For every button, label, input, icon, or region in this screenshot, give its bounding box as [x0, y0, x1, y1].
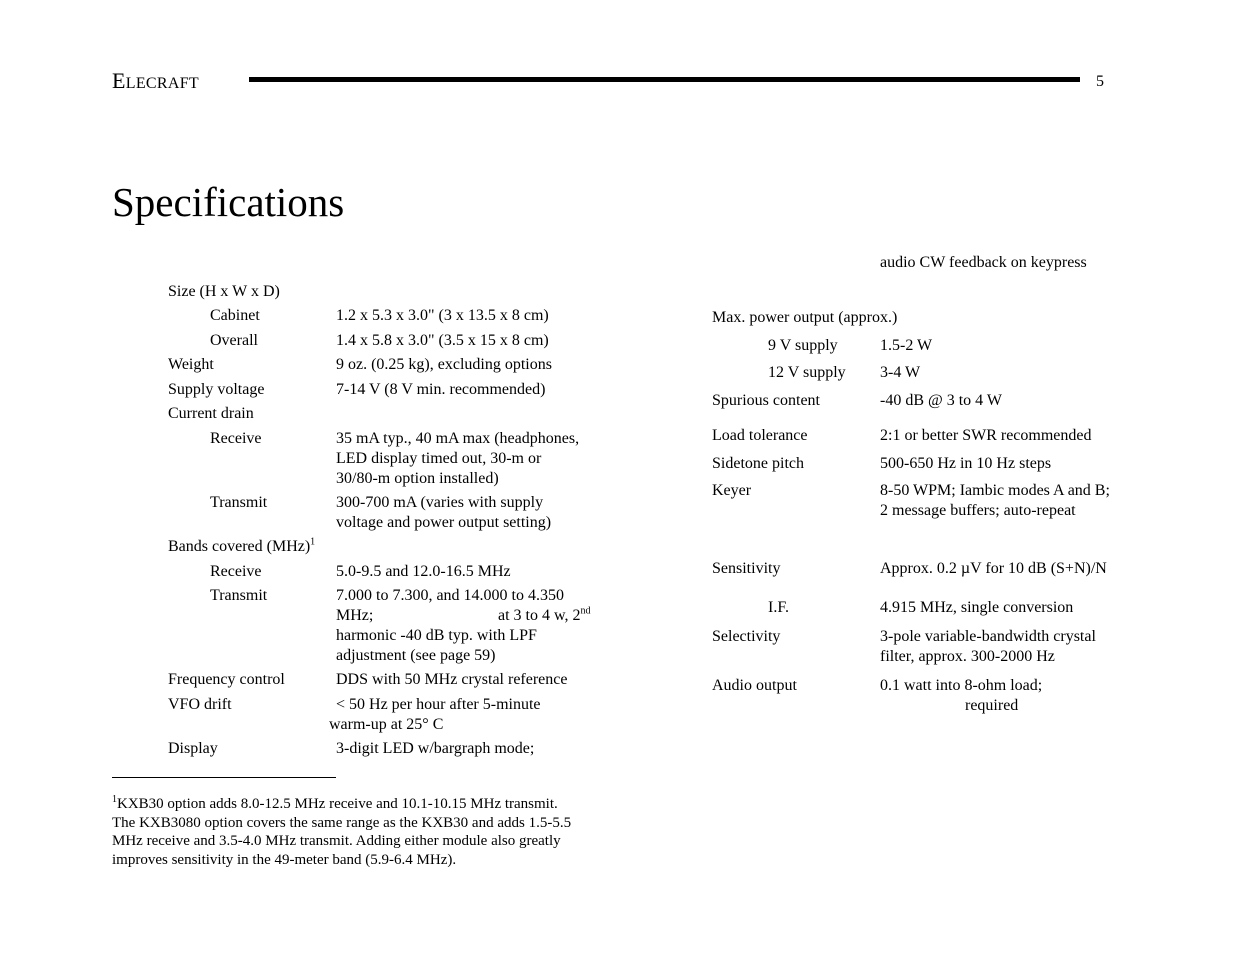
spec-value-vfo-2: warm-up at 25° C [329, 716, 444, 733]
spec-label-12v: 12 V supply [768, 364, 846, 381]
spec-label-overall: Overall [210, 332, 258, 349]
spec-value-selectivity-1: 3-pole variable-bandwidth crystal [880, 628, 1096, 645]
spec-value-sidetone: 500-650 Hz in 10 Hz steps [880, 455, 1052, 472]
footnote-line-1-text: KXB30 option adds 8.0-12.5 MHz receive and 10.1-10.15 MHz transmit. [117, 796, 558, 812]
spec-label-size: Size (H x W x D) [168, 283, 280, 300]
band-transmit-2b-text: at 3 to 4 w, 2 [498, 607, 581, 624]
spec-value-current-receive-3: 30/80-m option installed) [336, 470, 499, 487]
spec-label-frequency: Frequency control [168, 671, 285, 688]
spec-value-frequency: DDS with 50 MHz crystal reference [336, 671, 568, 688]
spec-value-audio-2: required [965, 697, 1019, 714]
spec-value-12v: 3-4 W [880, 364, 921, 381]
spec-label-current-transmit: Transmit [210, 494, 268, 511]
spec-value-cabinet: 1.2 x 5.3 x 3.0" (3 x 13.5 x 8 cm) [336, 307, 549, 324]
spec-value-display: 3-digit LED w/bargraph mode; [336, 740, 535, 757]
spec-value-display-continued: audio CW feedback on keypress [880, 254, 1087, 271]
spec-value-9v: 1.5-2 W [880, 337, 933, 354]
spec-label-sidetone: Sidetone pitch [712, 455, 804, 472]
brand-initial: E [112, 68, 126, 93]
footnote-line-4: improves sensitivity in the 49-meter band (5.9-6.4 MHz). [112, 852, 457, 868]
spec-value-current-receive-2: LED display timed out, 30-m or [336, 450, 542, 467]
header-brand [112, 68, 199, 94]
spec-value-supply: 7-14 V (8 V min. recommended) [336, 381, 546, 398]
spec-label-9v: 9 V supply [768, 337, 838, 354]
spec-value-keyer-1: 8-50 WPM; Iambic modes A and B; [880, 482, 1110, 499]
spec-value-band-receive: 5.0-9.5 and 12.0-16.5 MHz [336, 563, 511, 580]
spec-label-vfo: VFO drift [168, 696, 232, 713]
spec-label-keyer: Keyer [712, 482, 752, 499]
spec-value-keyer-2: 2 message buffers; auto-repeat [880, 502, 1076, 519]
spec-label-bands [168, 537, 315, 557]
spec-value-vfo-1: < 50 Hz per hour after 5-minute [336, 696, 541, 713]
spec-label-cabinet: Cabinet [210, 307, 260, 324]
spec-value-band-transmit-4: adjustment (see page 59) [336, 647, 496, 664]
spec-label-load: Load tolerance [712, 427, 808, 444]
footnote-line-1 [112, 795, 558, 813]
spec-value-selectivity-2: filter, approx. 300-2000 Hz [880, 648, 1055, 665]
footnote-line-3: MHz receive and 3.5-4.0 MHz transmit. Adding either module also greatly [112, 833, 561, 849]
spec-value-band-transmit-3: harmonic -40 dB typ. with LPF [336, 627, 537, 644]
spec-label-spurious: Spurious content [712, 392, 820, 409]
spec-label-band-receive: Receive [210, 563, 262, 580]
spec-value-sensitivity: Approx. 0.2 µV for 10 dB (S+N)/N [880, 560, 1107, 577]
header-rule [249, 77, 1080, 82]
spec-label-current-receive: Receive [210, 430, 262, 447]
spec-label-sensitivity: Sensitivity [712, 560, 781, 577]
footnote-line-2: The KXB3080 option covers the same range as the KXB30 and adds 1.5-5.5 [112, 815, 572, 831]
spec-value-load: 2:1 or better SWR recommended [880, 427, 1092, 444]
spec-value-audio-1: 0.1 watt into 8-ohm load; [880, 677, 1043, 694]
spec-label-power: Max. power output (approx.) [712, 309, 898, 326]
page-title: Specifications [112, 179, 345, 225]
ordinal-suffix: nd [580, 605, 591, 617]
spec-value-current-transmit-1: 300-700 mA (varies with supply [336, 494, 544, 511]
footnote-marker: 1 [112, 794, 117, 805]
spec-value-weight: 9 oz. (0.25 kg), excluding options [336, 356, 552, 373]
spec-value-if: 4.915 MHz, single conversion [880, 599, 1074, 616]
spec-label-supply: Supply voltage [168, 381, 265, 398]
footnote-ref: 1 [310, 536, 316, 548]
spec-label-if: I.F. [768, 599, 789, 616]
bands-label-text: Bands covered (MHz) [168, 538, 311, 555]
spec-value-spurious: -40 dB @ 3 to 4 W [880, 392, 1002, 409]
spec-value-band-transmit-2a: MHz; [336, 607, 374, 624]
spec-label-current: Current drain [168, 405, 254, 422]
spec-label-selectivity: Selectivity [712, 628, 781, 645]
spec-label-display: Display [168, 740, 218, 757]
page-number: 5 [1096, 73, 1104, 90]
spec-value-current-receive-1: 35 mA typ., 40 mA max (headphones, [336, 430, 580, 447]
spec-value-overall: 1.4 x 5.8 x 3.0" (3.5 x 15 x 8 cm) [336, 332, 549, 349]
brand-rest: LECRAFT [125, 75, 199, 92]
spec-label-weight: Weight [168, 356, 214, 373]
spec-label-audio: Audio output [712, 677, 797, 694]
spec-value-band-transmit-2b [498, 606, 591, 626]
spec-value-current-transmit-2: voltage and power output setting) [336, 514, 552, 531]
spec-value-band-transmit-1: 7.000 to 7.300, and 14.000 to 4.350 [336, 587, 564, 604]
footnote-rule [112, 777, 336, 778]
spec-label-band-transmit: Transmit [210, 587, 268, 604]
